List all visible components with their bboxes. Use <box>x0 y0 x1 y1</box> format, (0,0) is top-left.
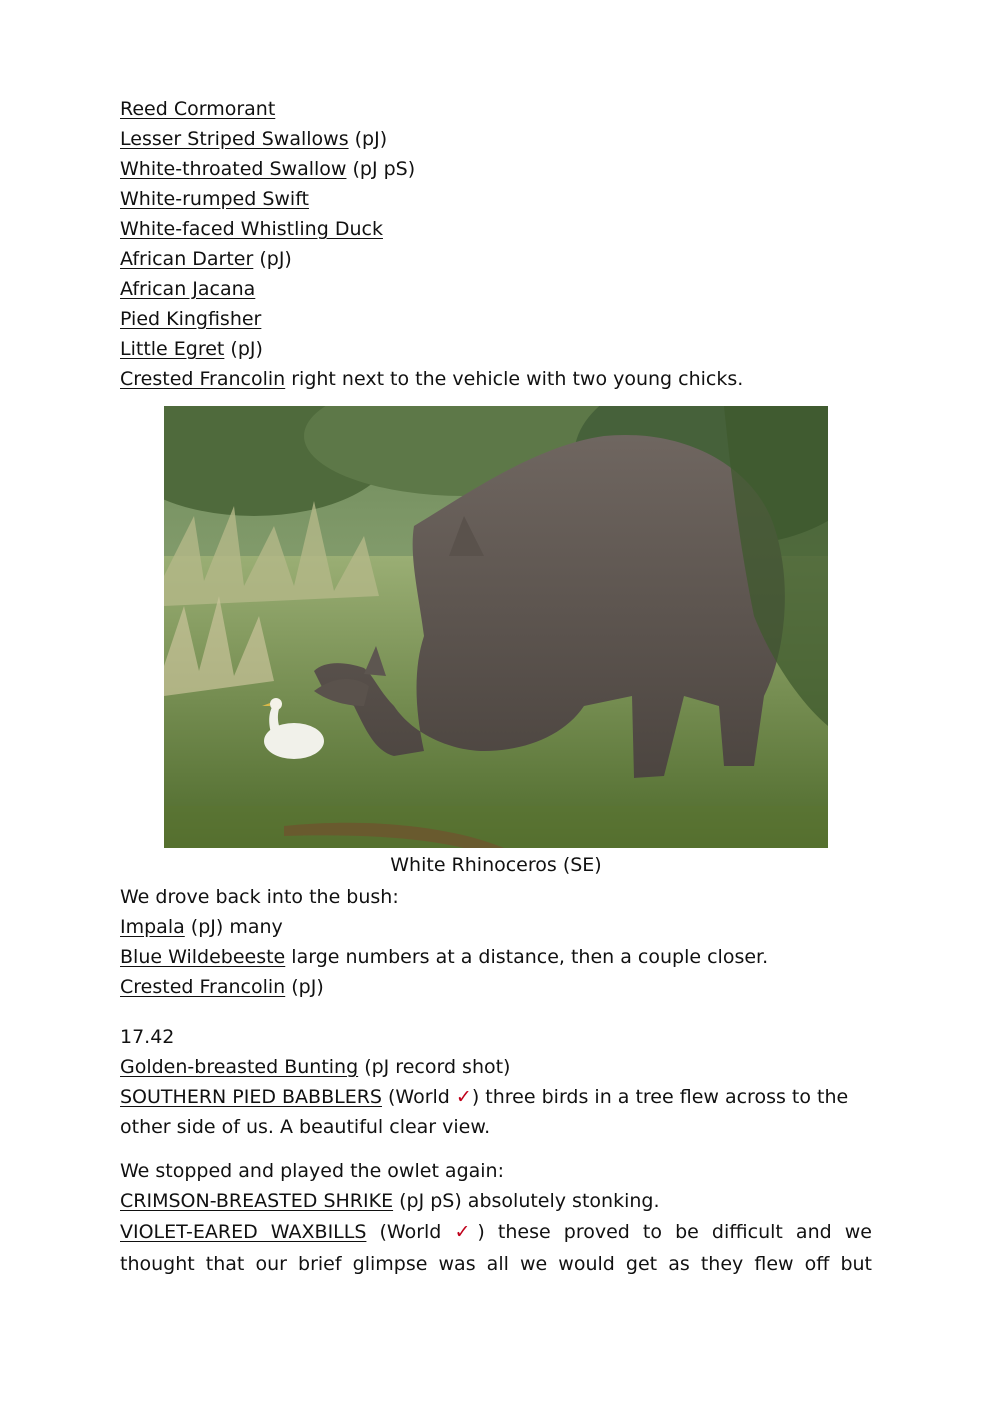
bird-entry <box>120 334 872 364</box>
species-note: (pJ) <box>348 128 388 150</box>
document-page <box>120 94 872 1280</box>
bird-entry <box>120 364 872 394</box>
bird-entry <box>120 214 872 244</box>
species-note: (World <box>381 1086 456 1108</box>
bird-entry <box>120 154 872 184</box>
species-note: large numbers at a distance, then a couple closer. <box>285 946 769 968</box>
species-note: (pJ pS) <box>346 158 416 180</box>
bird-entry <box>120 94 872 124</box>
checkmark-icon: ✓ <box>454 1221 478 1243</box>
mammal-entry <box>120 942 872 972</box>
paragraph-intro: We stopped and played the owlet again: <box>120 1160 504 1182</box>
species-name: Crested Francolin <box>120 976 286 998</box>
bird-entry <box>120 1186 872 1216</box>
species-note: ) three birds in a tree flew across to the <box>471 1086 849 1108</box>
bird-entry <box>120 1052 872 1082</box>
bird-entry <box>120 304 872 334</box>
paragraph-intro: We drove back into the bush: <box>120 886 399 908</box>
species-name: Crested Francolin <box>120 368 286 390</box>
species-name: SOUTHERN PIED BABBLERS <box>120 1086 382 1108</box>
bird-entry <box>120 184 872 214</box>
species-note: (pJ record shot) <box>358 1056 511 1078</box>
species-note: (pJ) <box>253 248 292 270</box>
bird-entry <box>120 1216 872 1248</box>
species-note: (pJ pS) absolutely stonking. <box>393 1190 660 1212</box>
bird-entry <box>120 1082 872 1112</box>
species-name: White-throated Swallow <box>120 158 347 180</box>
species-note: (pJ) many <box>184 916 283 938</box>
bird-entry <box>120 972 872 1002</box>
species-note: (pJ) <box>285 976 324 998</box>
species-note: right next to the vehicle with two young chicks. <box>285 368 744 390</box>
time-stamp: 17.42 <box>120 1026 175 1048</box>
species-name: VIOLET-EARED WAXBILLS <box>120 1221 367 1243</box>
bird-entry <box>120 124 872 154</box>
species-name: Little Egret <box>120 338 225 360</box>
bird-entry <box>120 244 872 274</box>
bird-entry <box>120 274 872 304</box>
species-name: CRIMSON-BREASTED SHRIKE <box>120 1190 394 1212</box>
rhino-photo-illustration <box>164 406 828 848</box>
rhino-photo <box>164 406 828 848</box>
species-name: White-rumped Swift <box>120 188 309 210</box>
species-name: Reed Cormorant <box>120 98 276 120</box>
species-note: (World <box>366 1221 455 1243</box>
species-name: Impala <box>120 916 185 938</box>
species-note: (pJ) <box>224 338 263 360</box>
species-name: Pied Kingfisher <box>120 308 262 330</box>
mammal-entry <box>120 912 872 942</box>
photo-caption: White Rhinoceros (SE) <box>390 854 602 876</box>
species-name: Lesser Striped Swallows <box>120 128 349 150</box>
species-note: ) these proved to be difficult and we <box>477 1221 872 1243</box>
species-name: Blue Wildebeeste <box>120 946 286 968</box>
species-name: African Jacana <box>120 278 256 300</box>
species-name: White-faced Whistling Duck <box>120 218 383 240</box>
bird-entry-continued: other side of us. A beautiful clear view. <box>120 1116 491 1138</box>
species-name: African Darter <box>120 248 254 270</box>
species-name: Golden-breasted Bunting <box>120 1056 359 1078</box>
bird-entry-continued: thought that our brief glimpse was all we would get as they flew off but <box>120 1253 872 1275</box>
checkmark-icon: ✓ <box>455 1086 472 1108</box>
